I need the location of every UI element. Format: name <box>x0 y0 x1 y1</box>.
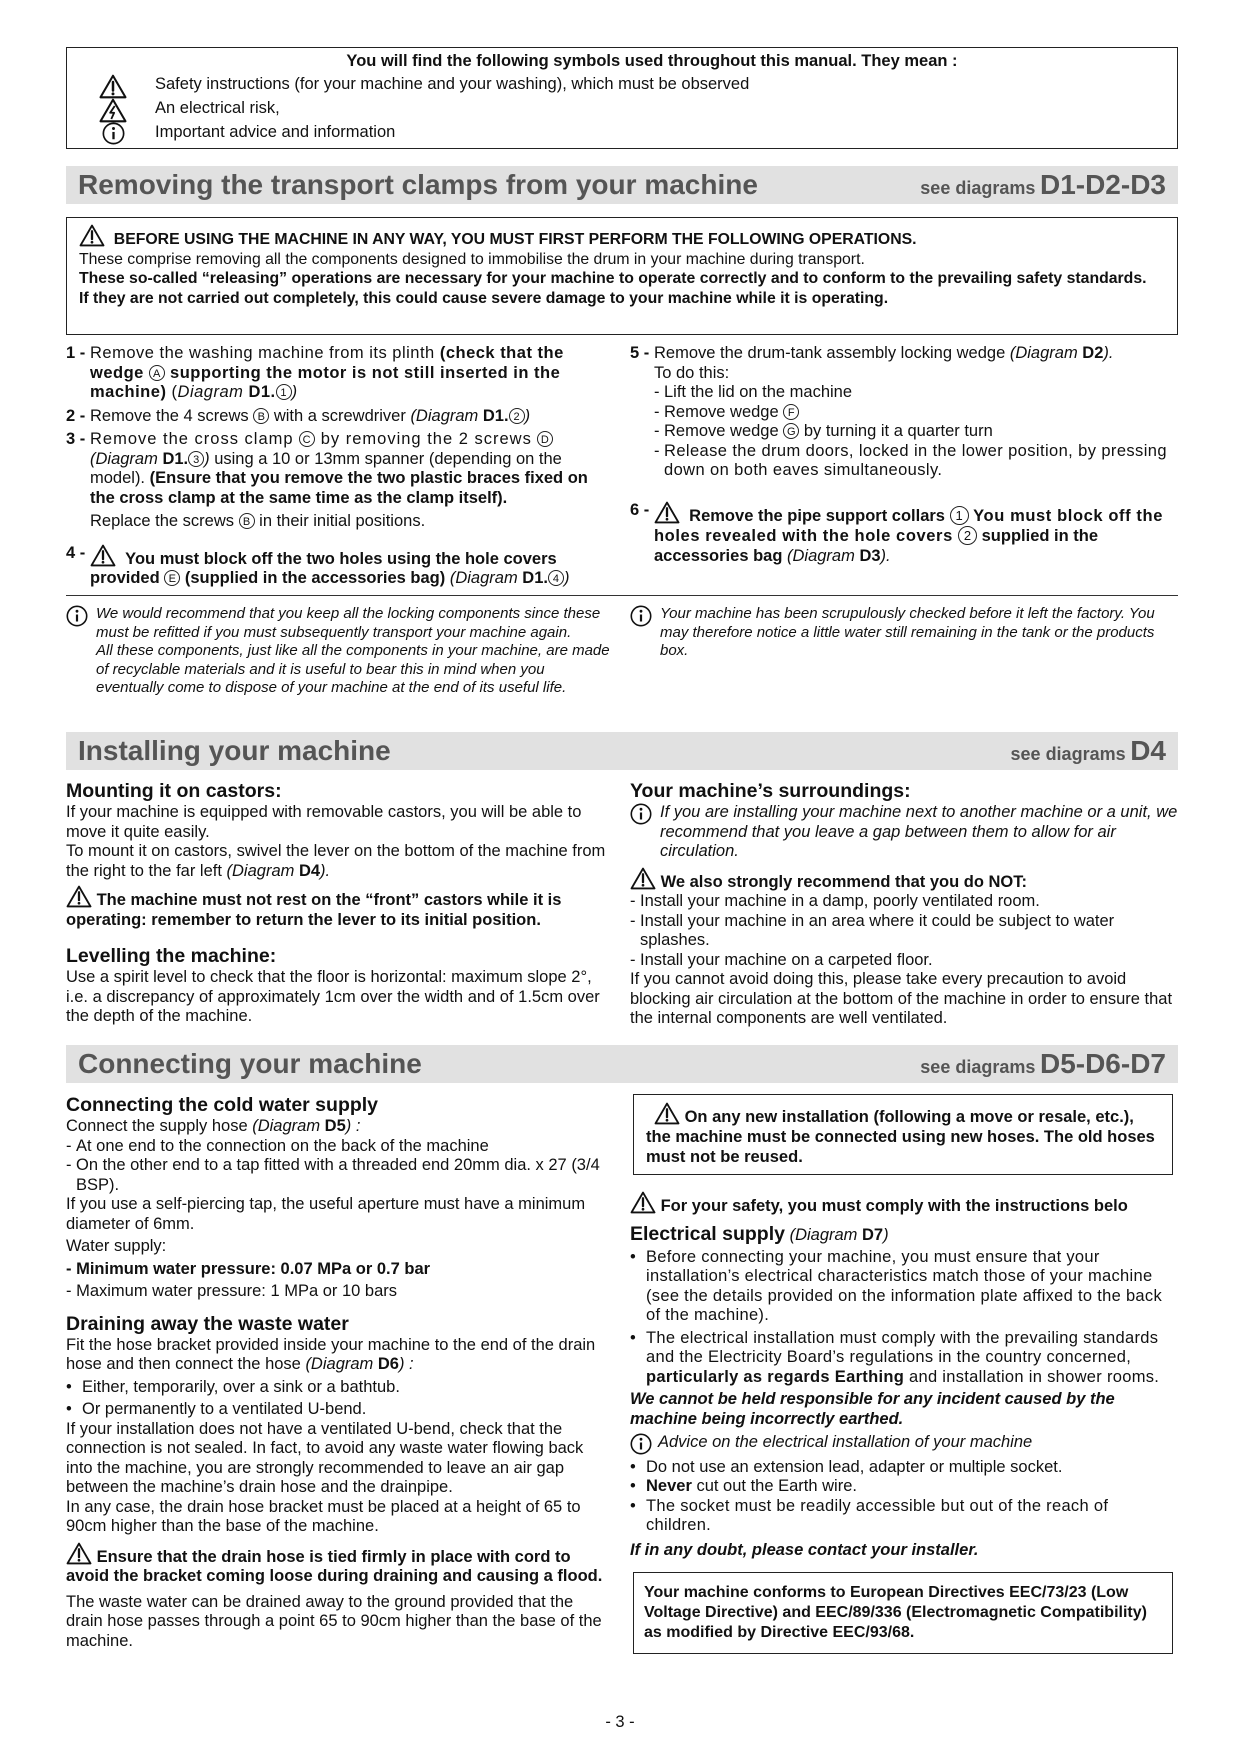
legend-text-safety: Safety instructions (for your machine and your washing), which must be observed <box>155 75 750 93</box>
warning-line-3: These so-called “releasing” operations are necessary for your machine to operate correctly and to conform to the prevailing safety standards. <box>79 270 1147 287</box>
cold-water-paragraph-2: If you use a self-piercing tap, the useful aperture must have a minimum diameter of 6mm. <box>66 1195 586 1233</box>
maximum-water-pressure: - Maximum water pressure: 1 MPa or 10 bars <box>66 1282 398 1300</box>
legend-text-info: Important advice and information <box>155 123 396 141</box>
installing-left-column <box>66 780 610 1027</box>
warning-triangle-icon <box>630 1191 656 1214</box>
eu-directives-box: Your machine conforms to European Directives EEC/73/23 (Low Voltage Directive) and EEC/89/336 (Electromagnetic Compatibility) as modified by Directive EEC/93/68. <box>633 1572 1173 1654</box>
levelling-title: Levelling the machine: <box>66 945 277 967</box>
info-icon <box>66 605 88 627</box>
page-number: - 3 - <box>605 1713 635 1731</box>
water-supply-label: Water supply: <box>66 1237 167 1255</box>
section-diagram-ref: see diagrams D1-D2-D3 <box>920 169 1166 200</box>
section-header-installing <box>66 732 1178 770</box>
steps-right-column <box>630 344 1178 569</box>
draining-item-2: • Or permanently to a ventilated U-bend. <box>66 1400 367 1418</box>
castors-warning: The machine must not rest on the “front” castors while it is operating: remember to return the lever to its initial position. <box>66 885 610 930</box>
castors-paragraph-1: If your machine is equipped with removable castors, you will be able to move it quite easily. <box>66 803 582 841</box>
earthing-disclaimer: We cannot be held responsible for any incident caused by the machine being incorrectly earthed. <box>630 1390 1115 1428</box>
surroundings-item-2: - Install your machine in an area where it could be subject to water splashes. <box>630 911 1115 949</box>
draining-item-1: • Either, temporarily, over a sink or a bathtub. <box>66 1377 400 1396</box>
electrical-supply-title: Electrical supply (Diagram D7) <box>630 1222 889 1245</box>
castors-title: Mounting it on castors: <box>66 780 282 802</box>
section-diagram-ref: see diagrams D4 <box>1010 735 1166 766</box>
installing-right-column <box>630 780 1178 1029</box>
section-header-connecting <box>66 1045 1178 1083</box>
warning-triangle-icon <box>630 867 656 890</box>
section-title: Removing the transport clamps from your machine <box>78 169 758 200</box>
info-icon <box>630 803 652 825</box>
section1-divider <box>66 595 1178 596</box>
surroundings-warning: We also strongly recommend that you do NOT: <box>630 867 1178 893</box>
connecting-left-column <box>66 1094 610 1651</box>
draining-paragraph-1: Fit the hose bracket provided inside your machine to the end of the drain hose and then connect the hose (Diagram D6) : <box>66 1335 596 1373</box>
surroundings-title: Your machine’s surroundings: <box>630 780 911 802</box>
releasing-warning-box <box>66 217 1178 335</box>
info-icon <box>102 122 125 145</box>
warning-triangle-icon <box>99 74 127 99</box>
steps-left-column <box>66 344 610 592</box>
symbols-legend <box>66 47 1178 149</box>
warning-line-2: These comprise removing all the components designed to immobilise the drum in your machine during transport. <box>79 250 865 268</box>
step-3: 3 - Remove the cross clamp C by removing the 2 screws D (Diagram D1. 3 ) using a 10 or 13mm spanner (depending on the model). (Ensure that you remove the two plastic braces fixed on the cross clamp at the same time as the clamp itself). Replace the screws B in their initial positions. <box>66 430 588 530</box>
cold-water-title: Connecting the cold water supply <box>66 1094 379 1116</box>
surroundings-item-3: - Install your machine on a carpeted floor. <box>630 950 933 969</box>
warning-line-1: BEFORE USING THE MACHINE IN ANY WAY, YOU MUST FIRST PERFORM THE FOLLOWING OPERATIONS. <box>79 224 1167 250</box>
step-6: 6 - Remove the pipe support collars 1 You must block off the holes revealed with the hole covers 2 supplied in the accessories bag (Diagram D3). <box>630 500 1163 565</box>
surroundings-item-1: - Install your machine in a damp, poorly ventilated room. <box>630 892 1040 910</box>
note-factory-checked: Your machine has been scrupulously checked before it left the factory. You may therefore notice a little water still remaining in the tank or the products box. <box>630 605 1178 661</box>
new-hoses-warning-box: On any new installation (following a move or resale, etc.), the machine must be connected using new hoses. The old hoses must not be reused. <box>633 1094 1173 1175</box>
warning-triangle-icon <box>654 1102 680 1125</box>
warning-triangle-icon <box>66 1542 92 1565</box>
warning-triangle-icon <box>654 501 680 524</box>
draining-paragraph-4: The waste water can be drained away to the ground provided that the drain hose passes through a point 65 to 90cm higher than the base of the machine. <box>66 1592 602 1650</box>
safety-instructions-warning: For your safety, you must comply with the instructions belo <box>630 1191 1178 1217</box>
electrical-item-4: • Never cut out the Earth wire. <box>630 1477 857 1495</box>
warning-triangle-icon <box>90 544 116 567</box>
cold-water-paragraph-1: Connect the supply hose (Diagram D5) : <box>66 1117 361 1135</box>
legend-text-electrical: An electrical risk, <box>155 99 280 117</box>
legend-heading: You will find the following symbols used throughout this manual. They mean : <box>346 52 958 70</box>
step-4: 4 - You must block off the two holes using the hole covers provided E (supplied in the accessories bag) (Diagram D1. 4 ) <box>66 543 570 587</box>
note-keep-components: We would recommend that you keep all the locking components since these must be refitted if you must subsequently transport your machine again. All these components, just like all the components in your machine, are made of recyclable materials and it is useful to bear this in mind when you eventually come to dispose of your machine at the end of its useful life. <box>66 605 610 698</box>
warning-triangle-icon <box>66 885 92 908</box>
warning-line-4: If they are not carried out completely, this could cause severe damage to your machine while it is operating. <box>79 289 889 307</box>
step5-item-4: - Release the drum doors, locked in the lower position, by pressing down on both eaves simultaneously. <box>654 441 1167 479</box>
levelling-paragraph: Use a spirit level to check that the floor is horizontal: maximum slope 2°, i.e. a discrepancy of approximately 1cm over the width and of 1.5cm over the depth of the machine. <box>66 968 600 1025</box>
info-icon <box>630 1433 652 1455</box>
contact-installer-note: If in any doubt, please contact your installer. <box>630 1540 979 1559</box>
cold-water-item-2: - On the other end to a tap fitted with a threaded end 20mm dia. x 27 (3/4 BSP). <box>66 1156 600 1194</box>
castors-paragraph-2: To mount it on castors, swivel the lever on the bottom of the machine from the right to the far left (Diagram D4). <box>66 842 606 880</box>
electrical-item-1: • Before connecting your machine, you must ensure that your installation’s electrical characteristics match those of your machine (see the details provided on the information plate affixed to the back of the machine). <box>630 1247 1163 1324</box>
step5-item-2: - Remove wedge F <box>654 403 1178 423</box>
electrical-item-3: • Do not use an extension lead, adapter or multiple socket. <box>630 1457 1063 1476</box>
cold-water-item-1: - At one end to the connection on the back of the machine <box>66 1136 489 1155</box>
step-5: 5 - Remove the drum-tank assembly locking wedge (Diagram D2). To do this: - Lift the lid on the machine - Remove wedge F - Remove wedge G by turning it a quarter turn - Release the drum doors, locked in the lower position, by pressing down on both eaves simultaneously. <box>630 344 1178 481</box>
draining-paragraph-2: If your installation does not have a ventilated U-bend, check that the connection is not sealed. In fact, to avoid any waste water flowing back into the machine, you are strongly recommended to leave an air gap between the machine’s drain hose and the drainpipe. <box>66 1419 584 1496</box>
warning-triangle-icon <box>79 224 105 247</box>
section-header-transport-clamps <box>66 166 1178 204</box>
step-1: 1 - Remove the washing machine from its plinth (check that the wedge A supporting the motor is not still inserted in the machine) (Diagram D1. 1 ) <box>66 344 564 401</box>
section-diagram-ref: see diagrams D5-D6-D7 <box>920 1048 1166 1079</box>
draining-paragraph-3: In any case, the drain hose bracket must be placed at a height of 65 to 90cm higher than the base of the machine. <box>66 1497 581 1535</box>
surroundings-paragraph: If you cannot avoid doing this, please take every precaution to avoid blocking air circulation at the bottom of the machine in order to ensure that the internal components are well ventilated. <box>630 970 1173 1027</box>
draining-warning: Ensure that the drain hose is tied firmly in place with cord to avoid the bracket coming loose during draining and causing a flood. <box>66 1542 610 1587</box>
step-2: 2 - Remove the 4 screws B with a screwdriver (Diagram D1. 2 ) <box>66 406 531 425</box>
electrical-risk-icon <box>99 98 127 123</box>
electrical-advice: Advice on the electrical installation of your machine <box>630 1433 1178 1458</box>
info-icon <box>630 605 652 627</box>
electrical-item-5: • The socket must be readily accessible but out of the reach of children. <box>630 1496 1109 1534</box>
minimum-water-pressure: - Minimum water pressure: 0.07 MPa or 0.7 bar <box>66 1259 431 1278</box>
draining-title: Draining away the waste water <box>66 1312 349 1335</box>
surroundings-info: If you are installing your machine next to another machine or a unit, we recommend that you leave a gap between them to allow for air circulation. <box>630 803 1178 862</box>
section-title: Connecting your machine <box>78 1048 422 1079</box>
electrical-item-2: • The electrical installation must comply with the prevailing standards and the Electricity Board’s regulations in the country concerned, particularly as regards Earthing and installation in shower rooms. <box>630 1328 1160 1386</box>
connecting-right-column <box>630 1094 1178 1654</box>
step5-item-1: - Lift the lid on the machine <box>654 383 853 401</box>
section-title: Installing your machine <box>78 735 391 766</box>
step5-item-3: - Remove wedge G by turning it a quarter turn <box>654 422 993 440</box>
legend-item-info <box>102 122 125 148</box>
